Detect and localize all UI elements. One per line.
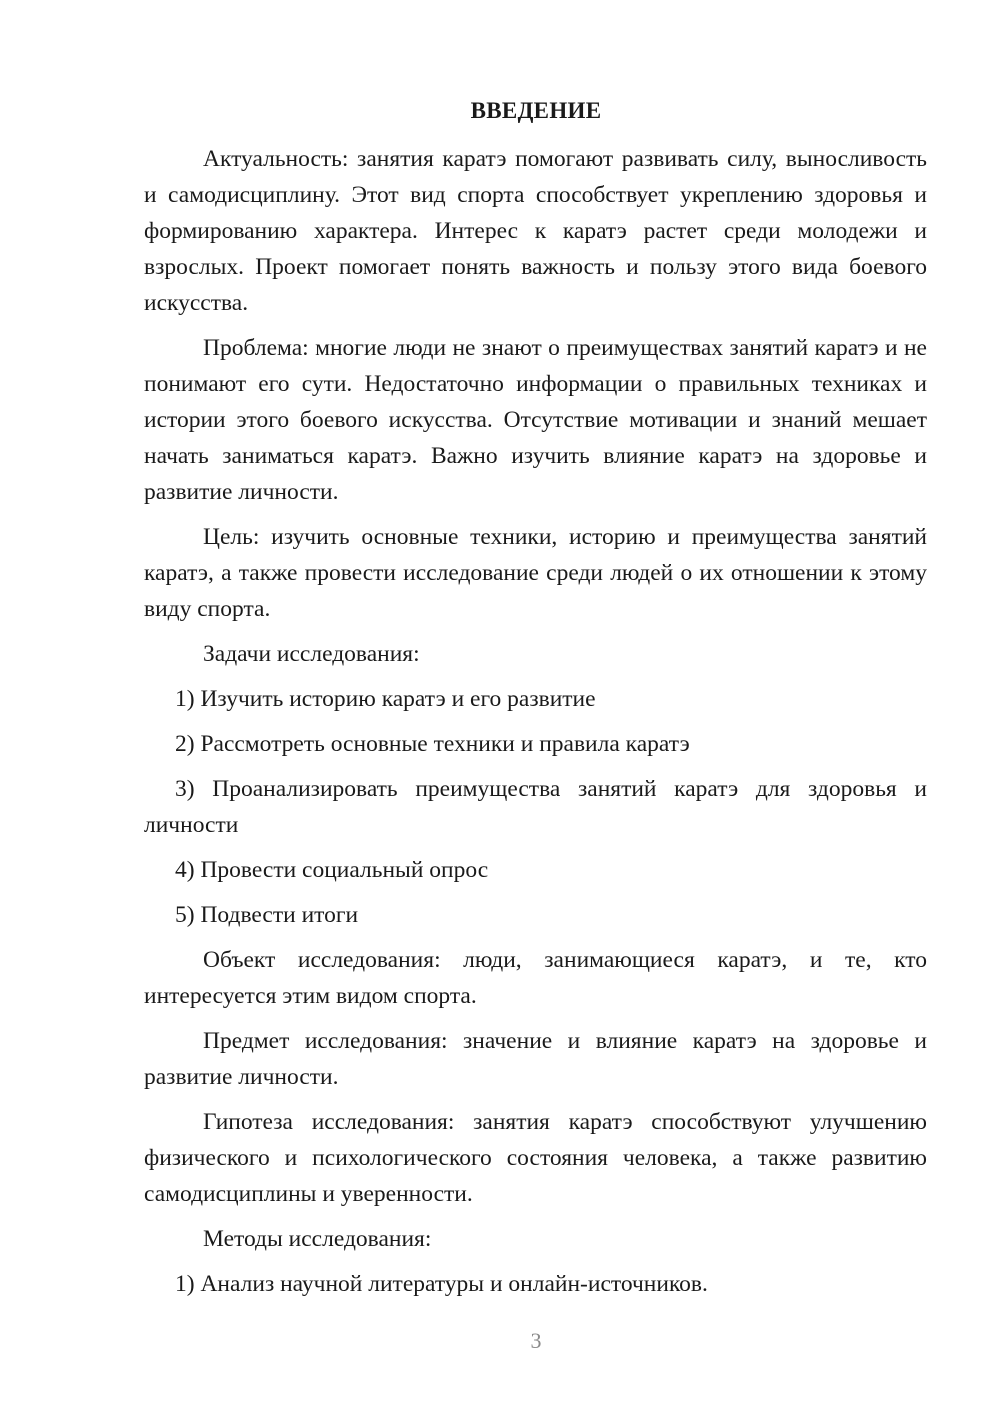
task-item: 1) Изучить историю каратэ и его развитие xyxy=(175,686,596,712)
goal-paragraph: Цель: изучить основные техники, историю и преимущества занятий каратэ, а также провести исследование среди людей о их отношении к этому виду спорта. xyxy=(144,524,927,622)
task-item: 3) Проанализировать преимущества занятий каратэ для здоровья и личности xyxy=(144,776,927,838)
relevance-paragraph: Актуальность: занятия каратэ помогают развивать силу, выносливость и самодисциплину. Этот вид спорта способствует укреплению здоровья и формированию характера. Интерес к каратэ растет среди молодежи и взрослых. Проект помогает понять важность и пользу этого вида боевого искусства. xyxy=(144,146,927,316)
object-paragraph: Объект исследования: люди, занимающиеся каратэ, и те, кто интересуется этим видом спорта. xyxy=(144,947,927,1009)
method-item: 1) Анализ научной литературы и онлайн-источников. xyxy=(175,1271,708,1297)
document-body xyxy=(144,141,927,1311)
task-item: 4) Провести социальный опрос xyxy=(175,857,489,883)
methods-heading: Методы исследования: xyxy=(203,1226,432,1252)
problem-paragraph: Проблема: многие люди не знают о преимуществах занятий каратэ и не понимают его сути. Недостаточно информации о правильных техниках и истории этого боевого искусства. Отсутствие мотивации и знаний мешает начать заниматься каратэ. Важно изучить влияние каратэ на здоровье и развитие личности. xyxy=(144,335,927,505)
page-number: 3 xyxy=(530,1328,542,1353)
subject-paragraph: Предмет исследования: значение и влияние каратэ на здоровье и развитие личности. xyxy=(144,1028,927,1090)
hypothesis-paragraph: Гипотеза исследования: занятия каратэ способствуют улучшению физического и психологического состояния человека, а также развитию самодисциплины и уверенности. xyxy=(144,1109,927,1207)
task-item: 5) Подвести итоги xyxy=(175,902,359,928)
tasks-heading: Задачи исследования: xyxy=(203,641,420,667)
page-title: ВВЕДЕНИЕ xyxy=(470,98,602,123)
task-item: 2) Рассмотреть основные техники и правила каратэ xyxy=(175,731,690,757)
